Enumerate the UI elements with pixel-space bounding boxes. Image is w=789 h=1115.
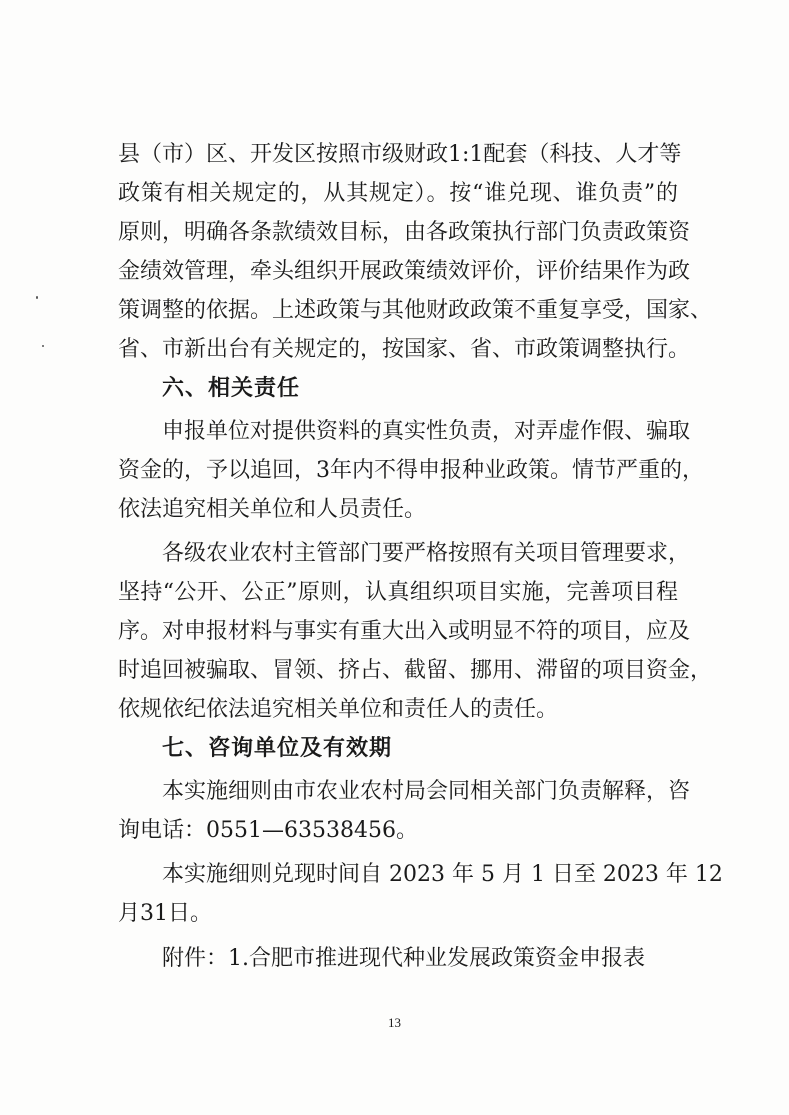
- text-line: 省、市新出台有关规定的，按国家、省、市政策调整执行。: [118, 337, 691, 362]
- text-line: 依法追究相关单位和人员责任。: [118, 497, 427, 522]
- text-line: 资金的，予以追回，3年内不得申报种业政策。情节严重的，: [118, 458, 704, 483]
- text-line: 月31日。: [118, 901, 212, 926]
- text-line: 县（市）区、开发区按照市级财政1:1配套（科技、人才等: [118, 142, 682, 167]
- text-line: 询电话：0551—63538456。: [118, 818, 418, 843]
- section-heading: 七、咨询单位及有效期: [162, 736, 393, 761]
- text-line: 申报单位对提供资料的真实性负责，对弄虚作假、骗取: [162, 419, 691, 444]
- page-number: 13: [388, 1015, 401, 1030]
- attachment-line: 附件：1.合肥市推进现代种业发展政策资金申报表: [162, 946, 645, 971]
- text-line: 依规依纪依法追究相关单位和责任人的责任。: [118, 697, 559, 722]
- text-line: 原则，明确各条款绩效目标，由各政策执行部门负责政策资: [118, 220, 691, 245]
- section-heading: 六、相关责任: [162, 376, 301, 401]
- scan-speck: [42, 345, 44, 347]
- text-line: 政策有相关规定的，从其规定）。按“谁兑现、谁负责”的: [118, 181, 678, 206]
- text-line: 时追回被骗取、冒领、挤占、截留、挪用、滞留的项目资金，: [118, 658, 713, 683]
- text-line: 各级农业农村主管部门要严格按照有关项目管理要求，: [162, 541, 691, 566]
- text-line: 本实施细则兑现时间自 2023 年 5 月 1 日至 2023 年 12: [162, 862, 723, 887]
- text-line: 坚持“公开、公正”原则，认真组织项目实施，完善项目程: [118, 580, 678, 605]
- text-line: 策调整的依据。上述政策与其他财政政策不重复享受，国家、: [118, 298, 713, 323]
- scan-speck: [36, 296, 38, 299]
- text-line: 金绩效管理，牵头组织开展政策绩效评价，评价结果作为政: [118, 259, 691, 284]
- text-line: 序。对申报材料与事实有重大出入或明显不符的项目，应及: [118, 619, 691, 644]
- text-line: 本实施细则由市农业农村局会同相关部门负责解释，咨: [162, 779, 691, 804]
